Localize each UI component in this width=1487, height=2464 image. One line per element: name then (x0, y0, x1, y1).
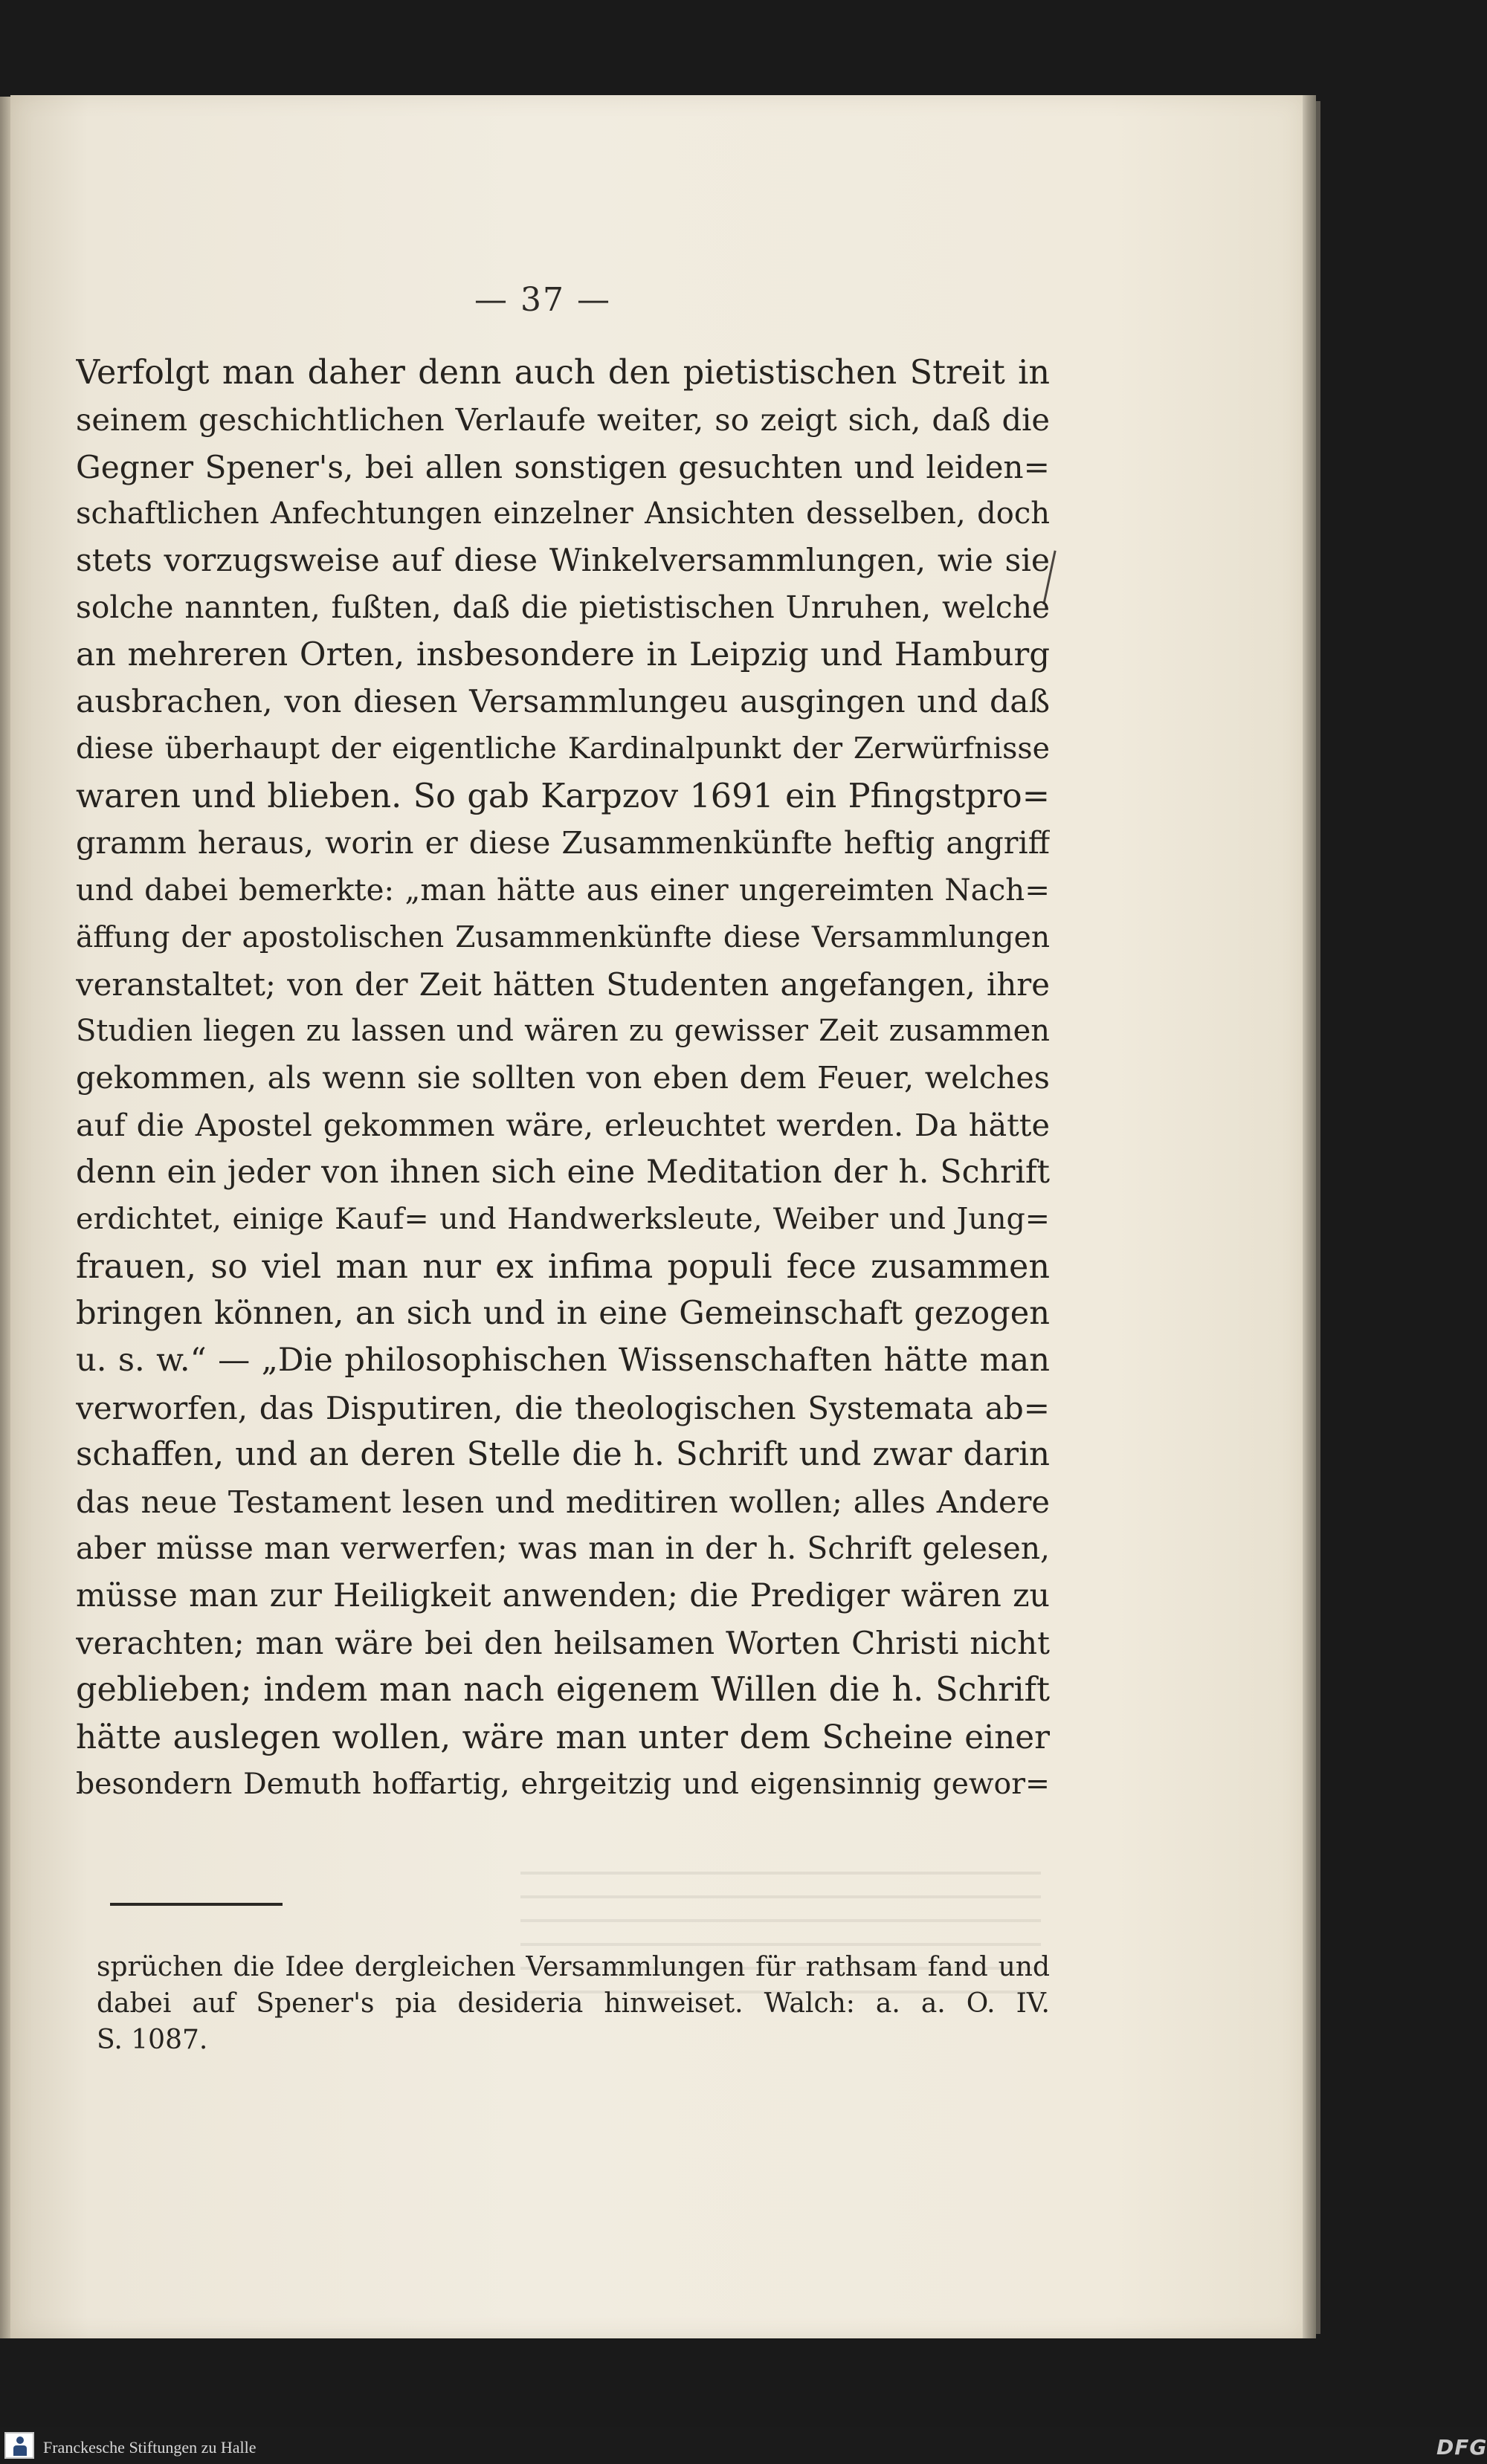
text-line: stets vorzugsweise auf diese Winkelversammlungen, wie sie (76, 543, 1050, 580)
footnote-line: sprüchen die Idee dergleichen Versammlungen für rathsam fand und (97, 1952, 1050, 1982)
text-line: ausbrachen, von diesen Versammlungeu ausgingen und daß (76, 684, 1050, 721)
right-page-edge-shadow (1316, 101, 1320, 2334)
text-line: Gegner Spener's, bei allen sonstigen gesuchten und leiden= (76, 448, 1050, 485)
text-line: Verfolgt man daher denn auch den pietistischen Streit in (76, 354, 1050, 392)
footnote-line: S. 1087. (97, 2025, 208, 2055)
institution-logo-icon (4, 2432, 34, 2459)
page-number: — 37 — (474, 281, 611, 319)
text-line: hätte auslegen wollen, wäre man unter dem Scheine einer (76, 1718, 1050, 1756)
institution-name: Franckesche Stiftungen zu Halle (43, 2438, 257, 2457)
text-line: das neue Testament lesen und meditiren wollen; alles Andere (76, 1484, 1050, 1521)
text-line: bringen können, an sich und in eine Gemeinschaft gezogen (76, 1294, 1050, 1332)
text-line: schaffen, und an deren Stelle die h. Schrift und zwar darin (76, 1435, 1050, 1473)
footnote (97, 1949, 1050, 2058)
text-line: müsse man zur Heiligkeit anwenden; die Prediger wären zu (76, 1577, 1050, 1614)
text-line: verachten; man wäre bei den heilsamen Worten Christi nicht (76, 1625, 1050, 1662)
text-line: verworfen, das Disputiren, die theologischen Systemata ab= (76, 1389, 1050, 1426)
text-line: u. s. w.“ — „Die philosophischen Wissenschaften hätte man (76, 1342, 1050, 1380)
text-line: aber müsse man verwerfen; was man in der h. Schrift gelesen, (76, 1530, 1050, 1567)
text-line: waren und blieben. So gab Karpzov 1691 ein Pfingstpro= (76, 777, 1050, 815)
text-line: frauen, so viel man nur ex infima populi fece zusammen (76, 1247, 1050, 1286)
text-line: seinem geschichtlichen Verlaufe weiter, so zeigt sich, daß die (76, 401, 1050, 439)
text-line: an mehreren Orten, insbesondere in Leipzig und Hamburg (76, 636, 1050, 673)
text-line: und dabei bemerkte: „man hätte aus einer ungereimten Nach= (76, 873, 1050, 908)
text-line: schaftlichen Anfechtungen einzelner Ansichten desselben, doch (76, 496, 1050, 531)
dfg-logo: DFG (1436, 2435, 1487, 2460)
footnote-separator-rule (110, 1903, 283, 1906)
text-line: diese überhaupt der eigentliche Kardinalpunkt der Zerwürfnisse (76, 731, 1050, 766)
footnote-line: dabei auf Spener's pia desideria hinweiset. Walch: a. a. O. IV. (97, 1988, 1050, 2019)
text-line: Studien liegen zu lassen und wären zu gewisser Zeit zusammen (76, 1014, 1050, 1049)
text-line: auf die Apostel gekommen wäre, erleuchtet werden. Da hätte (76, 1107, 1050, 1143)
text-line: besondern Demuth hoffartig, ehrgeitzig und eigensinnig gewor= (76, 1766, 1050, 1801)
text-line: solche nannten, fußten, daß die pietistischen Unruhen, welche (76, 589, 1050, 626)
text-line: erdichtet, einige Kauf= und Handwerksleute, Weiber und Jung= (76, 1202, 1050, 1237)
text-line: geblieben; indem man nach eigenem Willen die h. Schrift (76, 1671, 1050, 1710)
text-line: veranstaltet; von der Zeit hätten Studenten angefangen, ihre (76, 966, 1050, 1003)
text-line: denn ein jeder von ihnen sich eine Meditation der h. Schrift (76, 1154, 1050, 1191)
text-line: gekommen, als wenn sie sollten von eben dem Feuer, welches (76, 1060, 1050, 1096)
body-text (76, 349, 1050, 1808)
text-line: gramm heraus, worin er diese Zusammenkünfte heftig angriff (76, 824, 1050, 861)
right-page-edge (1303, 95, 1316, 2338)
text-line: äffung der apostolischen Zusammenkünfte diese Versammlungen (76, 920, 1050, 954)
